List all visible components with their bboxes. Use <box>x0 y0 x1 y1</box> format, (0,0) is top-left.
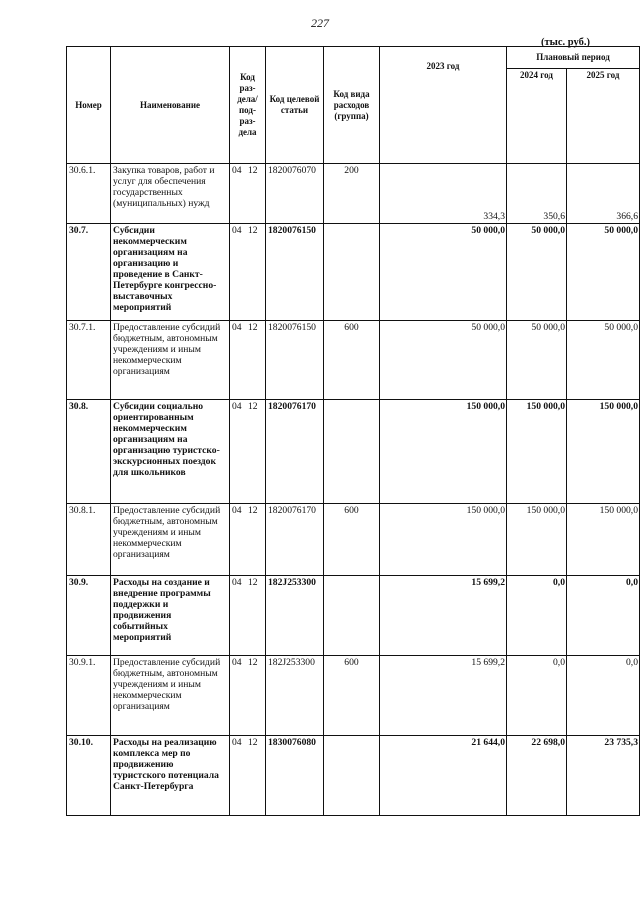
row-number: 30.8.1. <box>67 504 111 576</box>
row-section: 04 12 <box>230 164 266 224</box>
row-name: Субсидии социально ориентированным некоммерческим организациям на организацию туристско-экскурсионных поездок для школьников <box>111 400 230 504</box>
row-target: 182J253300 <box>266 576 324 656</box>
row-group <box>324 736 380 816</box>
row-name: Предоставление субсидий бюджетным, автономным учреждениям и иным некоммерческим организациям <box>111 656 230 736</box>
row-number: 30.8. <box>67 400 111 504</box>
row-2023: 15 699,2 <box>380 656 507 736</box>
row-2023: 21 644,0 <box>380 736 507 816</box>
row-number: 30.7. <box>67 224 111 321</box>
row-group: 200 <box>324 164 380 224</box>
row-name: Расходы на создание и внедрение программы поддержки и продвижения событийных мероприятий <box>111 576 230 656</box>
page-number: 227 <box>311 16 329 30</box>
row-2025: 50 000,0 <box>567 224 640 321</box>
row-2024: 22 698,0 <box>507 736 567 816</box>
table-row <box>67 736 640 816</box>
table-row <box>67 656 640 736</box>
row-section: 04 12 <box>230 321 266 400</box>
row-2025: 366,6 <box>567 164 640 224</box>
header-number: Номер <box>67 47 111 164</box>
row-group: 600 <box>324 656 380 736</box>
table-row <box>67 321 640 400</box>
row-2024: 150 000,0 <box>507 504 567 576</box>
row-target: 1820076170 <box>266 400 324 504</box>
row-number: 30.6.1. <box>67 164 111 224</box>
budget-table <box>66 46 640 816</box>
header-name: Наименование <box>111 47 230 164</box>
row-section: 04 12 <box>230 224 266 321</box>
row-2025: 0,0 <box>567 576 640 656</box>
row-name: Расходы на реализацию комплекса мер по продвижению туристского потенциала Санкт-Петербурга <box>111 736 230 816</box>
row-group: 600 <box>324 504 380 576</box>
row-group: 600 <box>324 321 380 400</box>
row-2025: 150 000,0 <box>567 400 640 504</box>
row-section: 04 12 <box>230 736 266 816</box>
row-2025: 0,0 <box>567 656 640 736</box>
row-2025: 23 735,3 <box>567 736 640 816</box>
row-2023: 15 699,2 <box>380 576 507 656</box>
row-name: Закупка товаров, работ и услуг для обеспечения государственных (муниципальных) нужд <box>111 164 230 224</box>
row-target: 1820076150 <box>266 321 324 400</box>
row-2024: 350,6 <box>507 164 567 224</box>
row-section: 04 12 <box>230 656 266 736</box>
row-section: 04 12 <box>230 400 266 504</box>
row-2024: 50 000,0 <box>507 321 567 400</box>
table-row <box>67 504 640 576</box>
row-target: 1820076070 <box>266 164 324 224</box>
row-section: 04 12 <box>230 576 266 656</box>
table-row <box>67 164 640 224</box>
units-label: (тыс. руб.) <box>541 37 590 48</box>
table-row <box>67 224 640 321</box>
header-planned-period: Плановый период <box>507 47 640 69</box>
header-target: Код целевой статьи <box>266 47 324 164</box>
row-target: 1820076150 <box>266 224 324 321</box>
row-section: 04 12 <box>230 504 266 576</box>
row-target: 1820076170 <box>266 504 324 576</box>
row-2023: 50 000,0 <box>380 321 507 400</box>
row-2023: 150 000,0 <box>380 504 507 576</box>
row-group <box>324 400 380 504</box>
table-row <box>67 400 640 504</box>
header-2025: 2025 год <box>567 69 640 164</box>
row-group <box>324 576 380 656</box>
row-2024: 0,0 <box>507 576 567 656</box>
row-number: 30.9.1. <box>67 656 111 736</box>
row-2025: 50 000,0 <box>567 321 640 400</box>
header-2023: 2023 год <box>380 47 507 164</box>
row-target: 182J253300 <box>266 656 324 736</box>
row-2024: 50 000,0 <box>507 224 567 321</box>
row-2023: 334,3 <box>380 164 507 224</box>
row-2023: 150 000,0 <box>380 400 507 504</box>
row-number: 30.7.1. <box>67 321 111 400</box>
row-2023: 50 000,0 <box>380 224 507 321</box>
row-name: Предоставление субсидий бюджетным, автономным учреждениям и иным некоммерческим организациям <box>111 321 230 400</box>
row-target: 1830076080 <box>266 736 324 816</box>
row-2025: 150 000,0 <box>567 504 640 576</box>
row-name: Субсидии некоммерческим организациям на организацию и проведение в Санкт-Петербурге конгрессно-выставочных мероприятий <box>111 224 230 321</box>
header-2024: 2024 год <box>507 69 567 164</box>
row-number: 30.9. <box>67 576 111 656</box>
table-row <box>67 576 640 656</box>
header-section: Код раз-дела/ под-раз-дела <box>230 47 266 164</box>
header-expense-type: Код вида расходов (группа) <box>324 47 380 164</box>
row-2024: 150 000,0 <box>507 400 567 504</box>
row-name: Предоставление субсидий бюджетным, автономным учреждениям и иным некоммерческим организациям <box>111 504 230 576</box>
row-2024: 0,0 <box>507 656 567 736</box>
row-number: 30.10. <box>67 736 111 816</box>
row-group <box>324 224 380 321</box>
